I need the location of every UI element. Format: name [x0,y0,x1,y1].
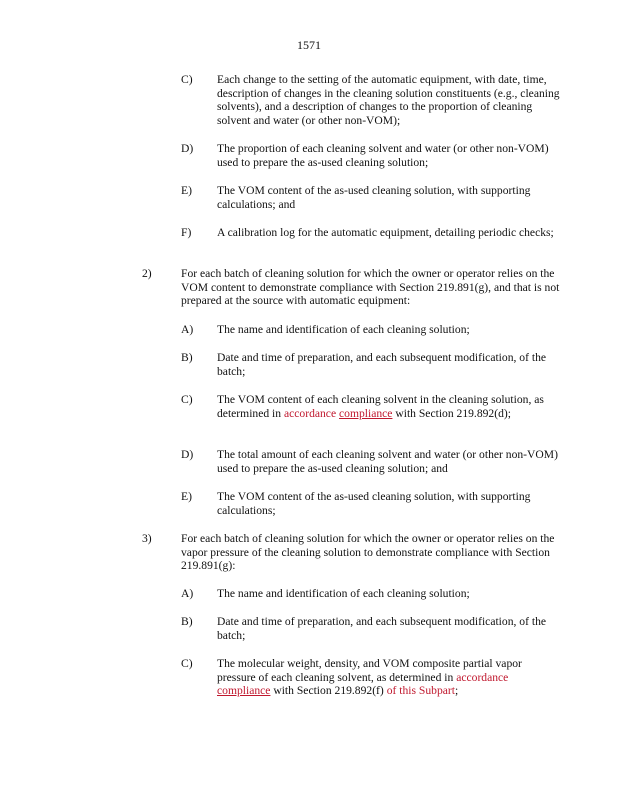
item-text: The name and identification of each cleaning solution; [217,587,470,600]
inserted-text: compliance [217,684,271,698]
deleted-text: accordance [456,670,509,684]
inserted-text: compliance [339,406,393,420]
item-marker: F) [181,226,192,239]
item-text: Date and time of preparation, and each subsequent modification, of the batch; [217,615,547,642]
item-text: The proportion of each cleaning solvent and water (or other non-VOM) used to prepare the as-used cleaning solution; [217,142,549,169]
item-marker: D) [181,142,194,155]
item-text: For each batch of cleaning solution for which the owner or operator relies on the vapor pressure of the cleaning solution to demonstrate compliance with Section 219.891(g): [181,532,555,573]
item-text-after: with Section 219.892(f) [270,684,384,698]
item-marker: B) [181,615,193,628]
item-marker: A) [181,587,194,600]
item-marker: C) [181,73,193,86]
item-text: The name and identification of each cleaning solution; [217,323,470,336]
item-marker: 2) [142,267,152,280]
item-text-end: ; [454,684,459,698]
item-text: For each batch of cleaning solution for which the owner or operator relies on the VOM content to demonstrate compliance with Section 219.891(g), and that is not prepared at the source with automatic equipment: [181,267,560,308]
item-marker: E) [181,184,192,197]
item-marker: C) [181,657,193,670]
item-text-after: with Section 219.892(d); [392,406,511,420]
item-text [217,657,560,698]
item-text: A calibration log for the automatic equipment, detailing periodic checks; [217,226,554,239]
deleted-text: accordance [283,406,337,420]
item-text-before: The molecular weight, density, and VOM composite partial vapor pressure of each cleaning solvent, as determined in [217,657,522,684]
deleted-text: of this Subpart [383,684,455,698]
page-number: 1571 [297,38,321,52]
item-marker: 3) [142,532,152,545]
item-marker: D) [181,448,194,461]
item-text: The total amount of each cleaning solvent and water (or other non-VOM) used to prepare the as-used cleaning solution; and [217,448,558,475]
item-text: The VOM content of the as-used cleaning solution, with supporting calculations; [217,490,531,517]
item-text: Each change to the setting of the automatic equipment, with date, time, description of changes in the cleaning solution constituents (e.g., cleaning solvents), and a description of changes to the proportion of cleaning solvent and water (or other non-VOM); [217,73,560,128]
item-marker: B) [181,351,193,364]
item-marker: A) [181,323,194,336]
item-text: The VOM content of the as-used cleaning solution, with supporting calculations; and [217,184,531,211]
item-text [217,393,560,420]
item-text-before: The VOM content of each cleaning solvent in the cleaning solution, as determined in [217,393,544,420]
item-marker: C) [181,393,193,406]
item-text: Date and time of preparation, and each subsequent modification, of the batch; [217,351,547,378]
item-marker: E) [181,490,192,503]
